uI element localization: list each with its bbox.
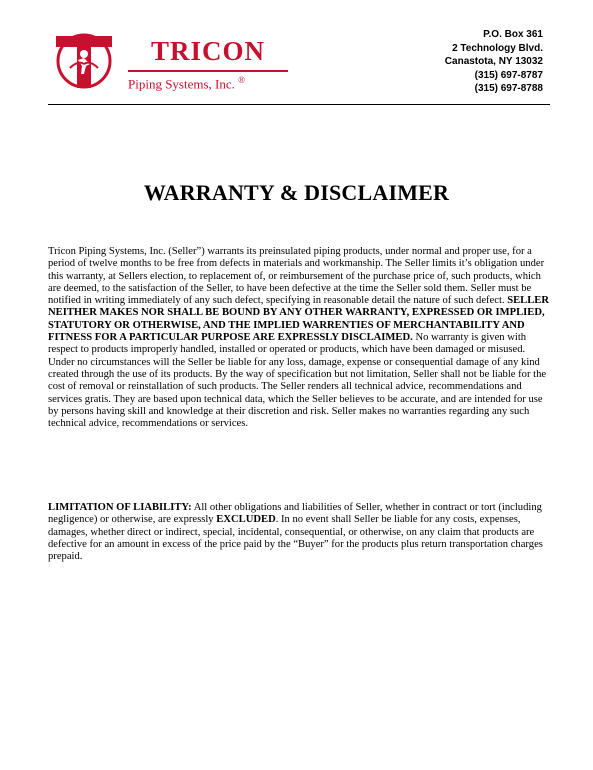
warranty-text-intro: Tricon Piping Systems, Inc. (Seller”) warrants its preinsulated piping products, under normal and proper use, for a period of twelve months to be free from defects in materials and workmanship. The Seller limits it’s obligation under this warranty, at Sellers election, to replacement of, or reimbursement of the purchase price of, such products, which are deemed, to the satisfaction of the Seller, to have been defective at the time the Seller sold them. Seller must be notified in writing immediately of any such defect, specifying in reasonable detail the nature of such defect. [48,246,545,307]
warranty-disclaimer-text: SELLER NEITHER MAKES NOR SHALL BE BOUND BY ANY OTHER WARRANTY, EXPRESSED OR IMPLIED, STATUTORY OR OTHERWISE, AND THE IMPLIED WARRENTIES OF MERCHANTABILITY AND FITNESS FOR A PARTICULAR PURPOSE ARE EXPRESSLY DISCLAIMED. [48,295,550,344]
address-phone-1: (315) 697-8787 [474,69,543,81]
logo-subtitle [128,76,318,92]
warranty-text-rest: No warranty is given with respect to products improperly handled, installed or operated or products, which have been damaged or misused. Under no circumstances will the Seller be liable for any loss, damage, expense or consequential damage of any kind created through the use of its products. By the way of specification but not limitation, Seller shall not be liable for the cost of removal or reinstallation of such products. The Seller renders all technical advice, recommendations and services gratis. They are based upon technical data, which the Seller believes to be accurate, and are intended for use by persons having skill and knowledge at their discretion and risk. Seller makes no warranties regarding any such technical advice, recommendations or services. [48,332,547,430]
letterhead [0,0,593,112]
company-address [445,28,543,96]
header-divider [48,104,550,105]
tricon-logo-icon [48,30,120,92]
limitation-excluded-text: EXCLUDED [216,514,276,526]
address-phone-2: (315) 697-8788 [474,83,543,94]
limitation-heading: LIMITATION OF LIABILITY: [48,502,192,513]
limitation-text-rest: . In no event shall Seller be liable for any costs, expenses, damages, whether direct or indirect, special, incidental, consequential, or otherwise, on any claim that products are defective for an amount in excess of the price paid by the “Buyer” for the products plus return transportation charges prepaid. [48,514,543,563]
company-logo [48,30,298,92]
address-po-box: P.O. Box 361 [483,29,543,40]
logo-divider [128,70,288,72]
address-city: Canastota, NY 13032 [444,56,543,67]
logo-company-name: TRICON [150,36,265,66]
page-title: WARRANTY & DISCLAIMER [143,180,450,205]
limitation-text-intro: All other obligations and liabilities of Seller, whether in contract or tort (including negligence) or otherwise, are expressly [48,502,542,526]
logo-subtitle-text: Piping Systems, Inc. [128,76,235,92]
registered-mark: ® [238,75,245,85]
limitation-paragraph [48,502,550,563]
address-street: 2 Technology Blvd. [452,42,543,54]
warranty-paragraph [48,246,550,430]
